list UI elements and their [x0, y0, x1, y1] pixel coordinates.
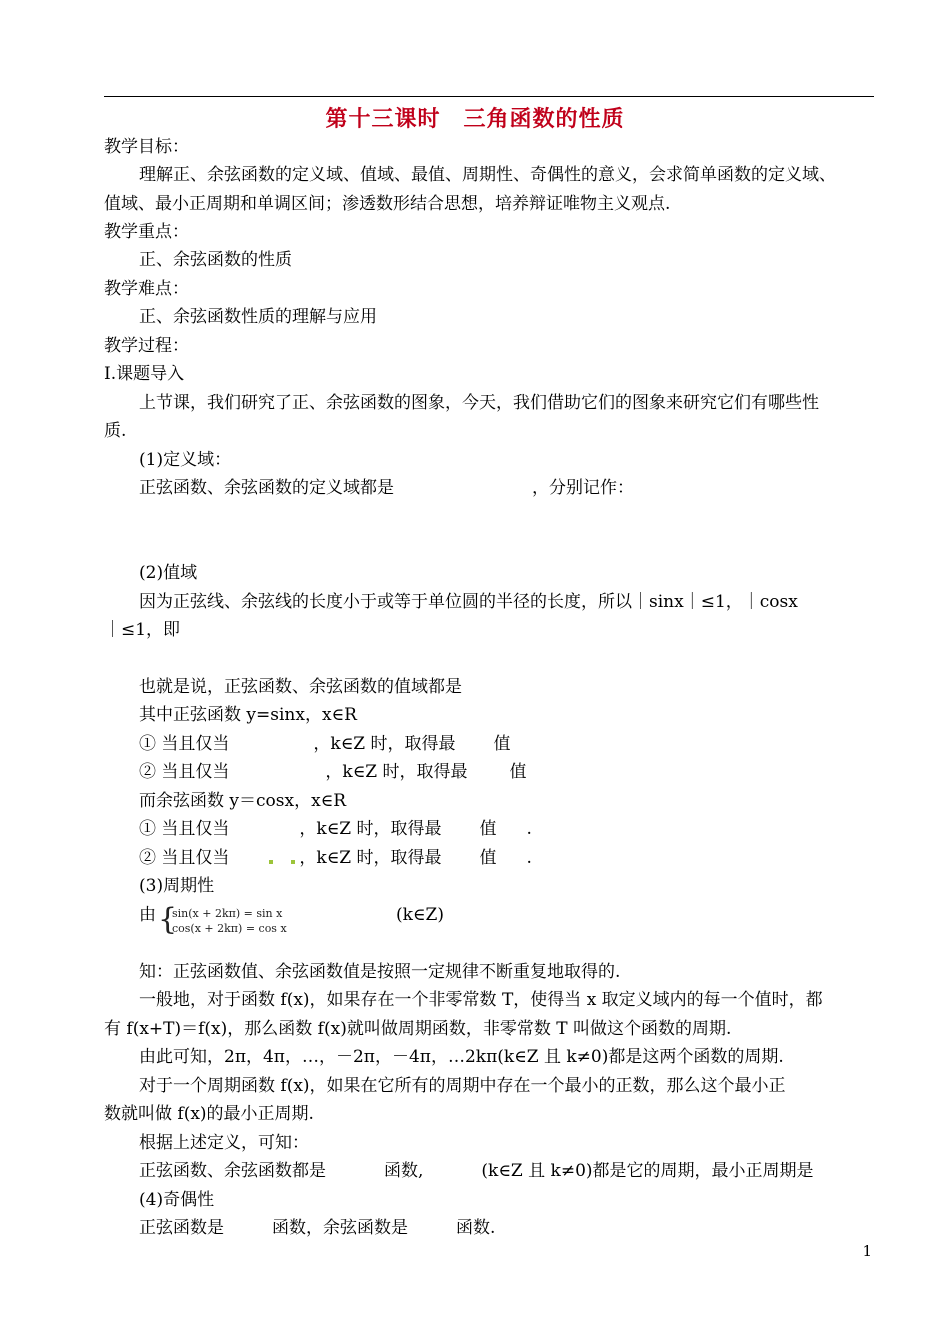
cos-condition-2 — [139, 847, 532, 869]
period-min-2: 数就叫做 f(x)的最小正周期. — [104, 1104, 314, 1124]
sin-c2-label: ② 当且仅当 — [139, 762, 230, 782]
page-number: 1 — [862, 1242, 872, 1260]
difficulty-heading: 教学难点： — [104, 279, 189, 299]
parity-a: 正弦函数是 — [139, 1218, 224, 1238]
range-line-2: ｜≤1，即 — [104, 620, 181, 640]
header-rule — [104, 96, 874, 97]
parity-line — [139, 1217, 495, 1239]
intro-line-1: 上节课，我们研究了正、余弦函数的图象，今天，我们借助它们的图象来研究它们有哪些性 — [139, 393, 819, 413]
objectives-line-2: 值域、最小正周期和单调区间；渗透数形结合思想，培养辩证唯物主义观点. — [104, 194, 671, 214]
sin-c1-value: 值 — [493, 734, 511, 754]
sin-c1-label: ① 当且仅当 — [139, 734, 230, 754]
cos-c1-value: 值 — [479, 819, 497, 839]
period-conc-c: (k∈Z 且 k≠0)都是它的周期，最小正周期是 — [481, 1161, 814, 1181]
cos-function: 而余弦函数 y＝cosx，x∈R — [139, 791, 347, 811]
sin-function: 其中正弦函数 y=sinx，x∈R — [139, 705, 357, 725]
sin-c1-text: ，k∈Z 时，取得最 — [313, 734, 456, 754]
section-1-heading: Ⅰ.课题导入 — [104, 364, 185, 384]
brace-icon: { — [158, 902, 178, 937]
page-title: 第十三课时 三角函数的性质 — [325, 106, 625, 132]
period-you: 由 — [139, 905, 156, 925]
objectives-line-1: 理解正、余弦函数的定义域、值域、最值、周期性、奇偶性的意义，会求简单函数的定义域、 — [139, 165, 836, 185]
period-eq-cos: cos(x + 2kπ) = cos x — [172, 922, 287, 935]
domain-text-b: ，分别记作： — [532, 478, 634, 498]
range-heading: (2)值域 — [139, 563, 198, 583]
period-heading: (3)周期性 — [139, 876, 215, 896]
period-def-1: 一般地，对于函数 f(x)，如果存在一个非零常数 T，使得当 x 取定义域内的每一个值时，都 — [139, 990, 823, 1010]
cos-c2-value: 值 — [479, 848, 497, 868]
cos-c1-text: ，k∈Z 时，取得最 — [299, 819, 442, 839]
parity-b: 函数，余弦函数是 — [272, 1218, 408, 1238]
objectives-heading: 教学目标： — [104, 137, 189, 157]
period-know: 知：正弦函数值、余弦函数值是按照一定规律不断重复地取得的. — [139, 962, 621, 982]
cos-condition-1 — [139, 818, 532, 840]
intro-line-2: 质. — [104, 421, 127, 441]
period-examples: 由此可知，2π，4π，…，－2π，－4π，…2kπ(k∈Z 且 k≠0)都是这两个函数的周期. — [139, 1047, 784, 1067]
period-equation-system — [158, 902, 287, 937]
blank-marker-icon — [269, 860, 273, 864]
period-conc-a: 正弦函数、余弦函数都是 — [139, 1161, 326, 1181]
range-line-3: 也就是说，正弦函数、余弦函数的值域都是 — [139, 677, 462, 697]
process-heading: 教学过程： — [104, 336, 189, 356]
cos-c2-label: ② 当且仅当 — [139, 848, 230, 868]
cos-c2-text: ，k∈Z 时，取得最 — [299, 848, 442, 868]
domain-text-a: 正弦函数、余弦函数的定义域都是 — [139, 478, 394, 498]
cos-c1-label: ① 当且仅当 — [139, 819, 230, 839]
difficulty-text: 正、余弦函数性质的理解与应用 — [139, 307, 377, 327]
period-conclusion — [139, 1160, 814, 1182]
sin-condition-1 — [139, 733, 511, 755]
period-conclusion-heading: 根据上述定义，可知： — [139, 1133, 309, 1153]
key-text: 正、余弦函数的性质 — [139, 250, 292, 270]
domain-line — [139, 477, 634, 499]
period-def-2: 有 f(x+T)＝f(x)，那么函数 f(x)就叫做周期函数，非零常数 T 叫做这个函数的周期. — [104, 1019, 732, 1039]
period-conc-b: 函数, — [384, 1161, 424, 1181]
cos-c1-period: . — [526, 819, 532, 839]
domain-heading: (1)定义域： — [139, 450, 232, 470]
blank-marker-icon — [291, 860, 295, 864]
period-eq-sin: sin(x + 2kπ) = sin x — [172, 907, 283, 920]
sin-condition-2 — [139, 761, 527, 783]
period-min-1: 对于一个周期函数 f(x)，如果在它所有的周期中存在一个最小的正数，那么这个最小正 — [139, 1076, 786, 1096]
cos-c2-period: . — [526, 848, 532, 868]
parity-c: 函数. — [456, 1218, 496, 1238]
sin-c2-value: 值 — [509, 762, 527, 782]
parity-heading: (4)奇偶性 — [139, 1190, 215, 1210]
period-kz: (k∈Z) — [396, 905, 444, 925]
range-line-1: 因为正弦线、余弦线的长度小于或等于单位圆的半径的长度，所以｜sinx｜≤1，｜cosx — [139, 592, 798, 612]
key-heading: 教学重点： — [104, 222, 189, 242]
sin-c2-text: ，k∈Z 时，取得最 — [325, 762, 468, 782]
